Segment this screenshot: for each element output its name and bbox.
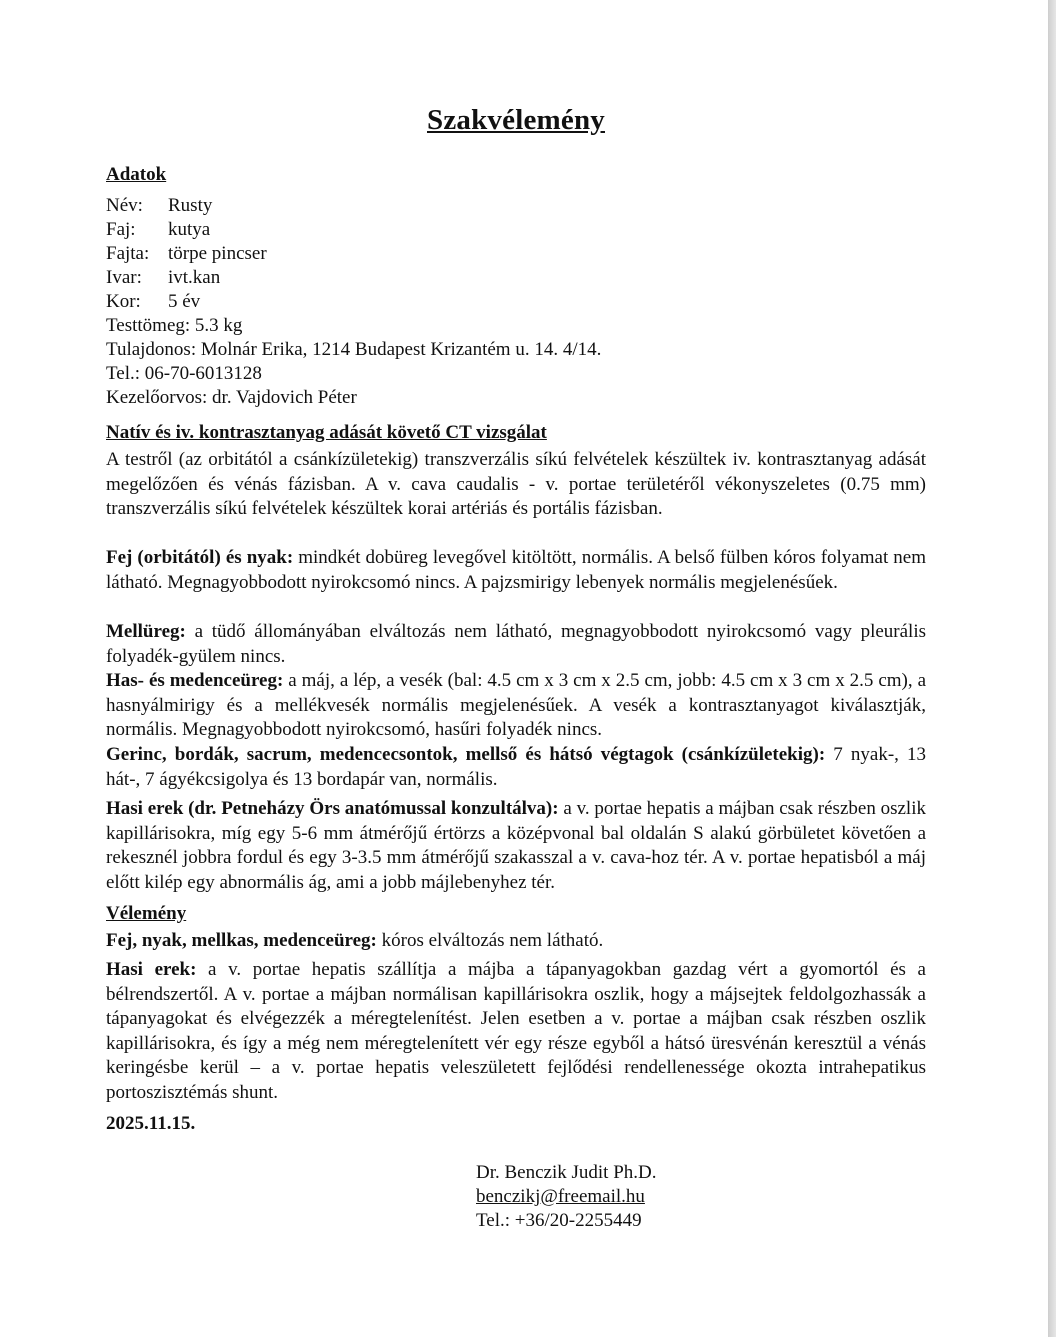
page-edge-scrollbar [1048,0,1056,1337]
finding-text: a tüdő állományában elváltozás nem látható, megnagyobbodott nyirokcsomó vagy pleurális folyadék-gyülem nincs. [106,621,926,667]
field-value: Rusty [168,195,213,216]
field-label: Név: [106,195,143,216]
finding-text: 7 nyak-, 13 hát-, 7 ágyékcsigolya és 13 bordapár van, normális. [106,744,926,790]
signature-tel: Tel.: +36/20-2255449 [476,1210,642,1231]
finding-label: Fej (orbitától) és nyak: [106,547,294,568]
field-faj [106,218,210,242]
finding-gerinc [106,743,926,792]
field-value: kutya [168,219,211,240]
field-label: Kor: [106,291,141,312]
ct-intro-paragraph: A testről (az orbitától a csánkízületekig) transzverzális síkú felvételek készültek iv. kontrasztanyag adását megelőzően és vénás fázisban. A v. cava caudalis - v. portae területéről vékonyszeletes (0.75 mm) transzverzális síkú felvételek készültek korai artériás és portális fázisban. [106,449,926,519]
field-testtomeg: Testtömeg: 5.3 kg [106,315,243,336]
finding-label: Mellüreg: [106,621,186,642]
field-ivar [106,266,220,290]
opinion-label: Hasi erek: [106,959,197,980]
finding-mellureg [106,620,926,669]
field-label: Ivar: [106,267,142,288]
document-title: Szakvélemény [427,104,605,136]
field-nev [106,194,212,218]
section-heading-velemeny: Vélemény [106,903,187,924]
section-heading-ct: Natív és iv. kontrasztanyag adását követő CT vizsgálat [106,422,547,443]
opinion-label: Fej, nyak, mellkas, medenceüreg: [106,930,377,951]
field-tulajdonos: Tulajdonos: Molnár Erika, 1214 Budapest Krizantém u. 14. 4/14. [106,339,602,360]
finding-label: Gerinc, bordák, sacrum, medencecsontok, mellső és hátsó végtagok (csánkízületekig): [106,744,826,765]
field-value: törpe pincser [168,243,267,264]
field-label: Fajta: [106,243,150,264]
opinion-hasi-erek [106,958,926,1105]
finding-text: a v. portae hepatis a májban csak részben oszlik kapillárisokra, míg egy 5-6 mm átmérőjű értörzs a középvonal bal oldalán S alakú görbületet követően a rekesznél jobbra fordul és egy 3-3.5 mm átmérőjű szakasszal a v. cava-hoz tér. A v. portae hepatisból a máj előtt kilép egy abnormális ág, ami a jobb májlebenyhez tér. [106,798,926,893]
field-fajta [106,242,267,266]
finding-label: Has- és medenceüreg: [106,670,284,691]
field-value: 5 év [168,291,201,312]
field-label: Faj: [106,219,136,240]
finding-text: mindkét dobüreg levegővel kitöltött, normális. A belső fülben kóros folyamat nem látható. Megnagyobbodott nyirokcsomó nincs. A pajzsmirigy lebenyek normális megjelenésűek. [106,547,926,593]
opinion-fej-nyak-mellkas [106,929,926,954]
signature-name: Dr. Benczik Judit Ph.D. [476,1162,657,1183]
signature-email-link[interactable]: benczikj@freemail.hu [476,1186,645,1207]
opinion-text: a v. portae hepatis szállítja a májba a tápanyagokban gazdag vért a gyomortól és a bélrendszertől. A v. portae a májban normálisan kapillárisokra oszlik, hogy a májsejtek feldolgozhassák a tápanyagokat és elvégezzék a méregtelenítést. Jelen esetben a v. portae a májban csak részben oszlik kapillárisokra, és így a még nem méregtelenített vér egy része egyből a hátsó üresvénán keresztül a vénás keringésbe kerül – a v. portae hepatis veleszületett fejlődési rendellenessége okozta intrahepatikus portoszisztémás shunt. [106,959,926,1103]
opinion-text: kóros elváltozás nem látható. [376,930,604,951]
field-kor [106,290,200,314]
field-kezeloorvos: Kezelőorvos: dr. Vajdovich Péter [106,387,357,408]
finding-has-medenceureg [106,669,926,743]
report-date: 2025.11.15. [106,1113,196,1134]
finding-hasi-erek [106,797,926,895]
field-value: ivt.kan [168,267,221,288]
finding-text: a máj, a lép, a vesék (bal: 4.5 cm x 3 cm x 2.5 cm, jobb: 4.5 cm x 3 cm x 2.5 cm), a hasnyálmirigy és a mellékvesék normális megjelenésűek. A vesék a kontrasztanyagot kiválasztják, normális. Megnagyobbodott nyirokcsomó, hasűri folyadék nincs. [106,670,927,740]
finding-label: Hasi erek (dr. Petneházy Örs anatómussal konzultálva): [106,798,559,819]
section-heading-adatok: Adatok [106,164,167,185]
finding-fej-nyak [106,546,926,595]
field-tel: Tel.: 06-70-6013128 [106,363,262,384]
